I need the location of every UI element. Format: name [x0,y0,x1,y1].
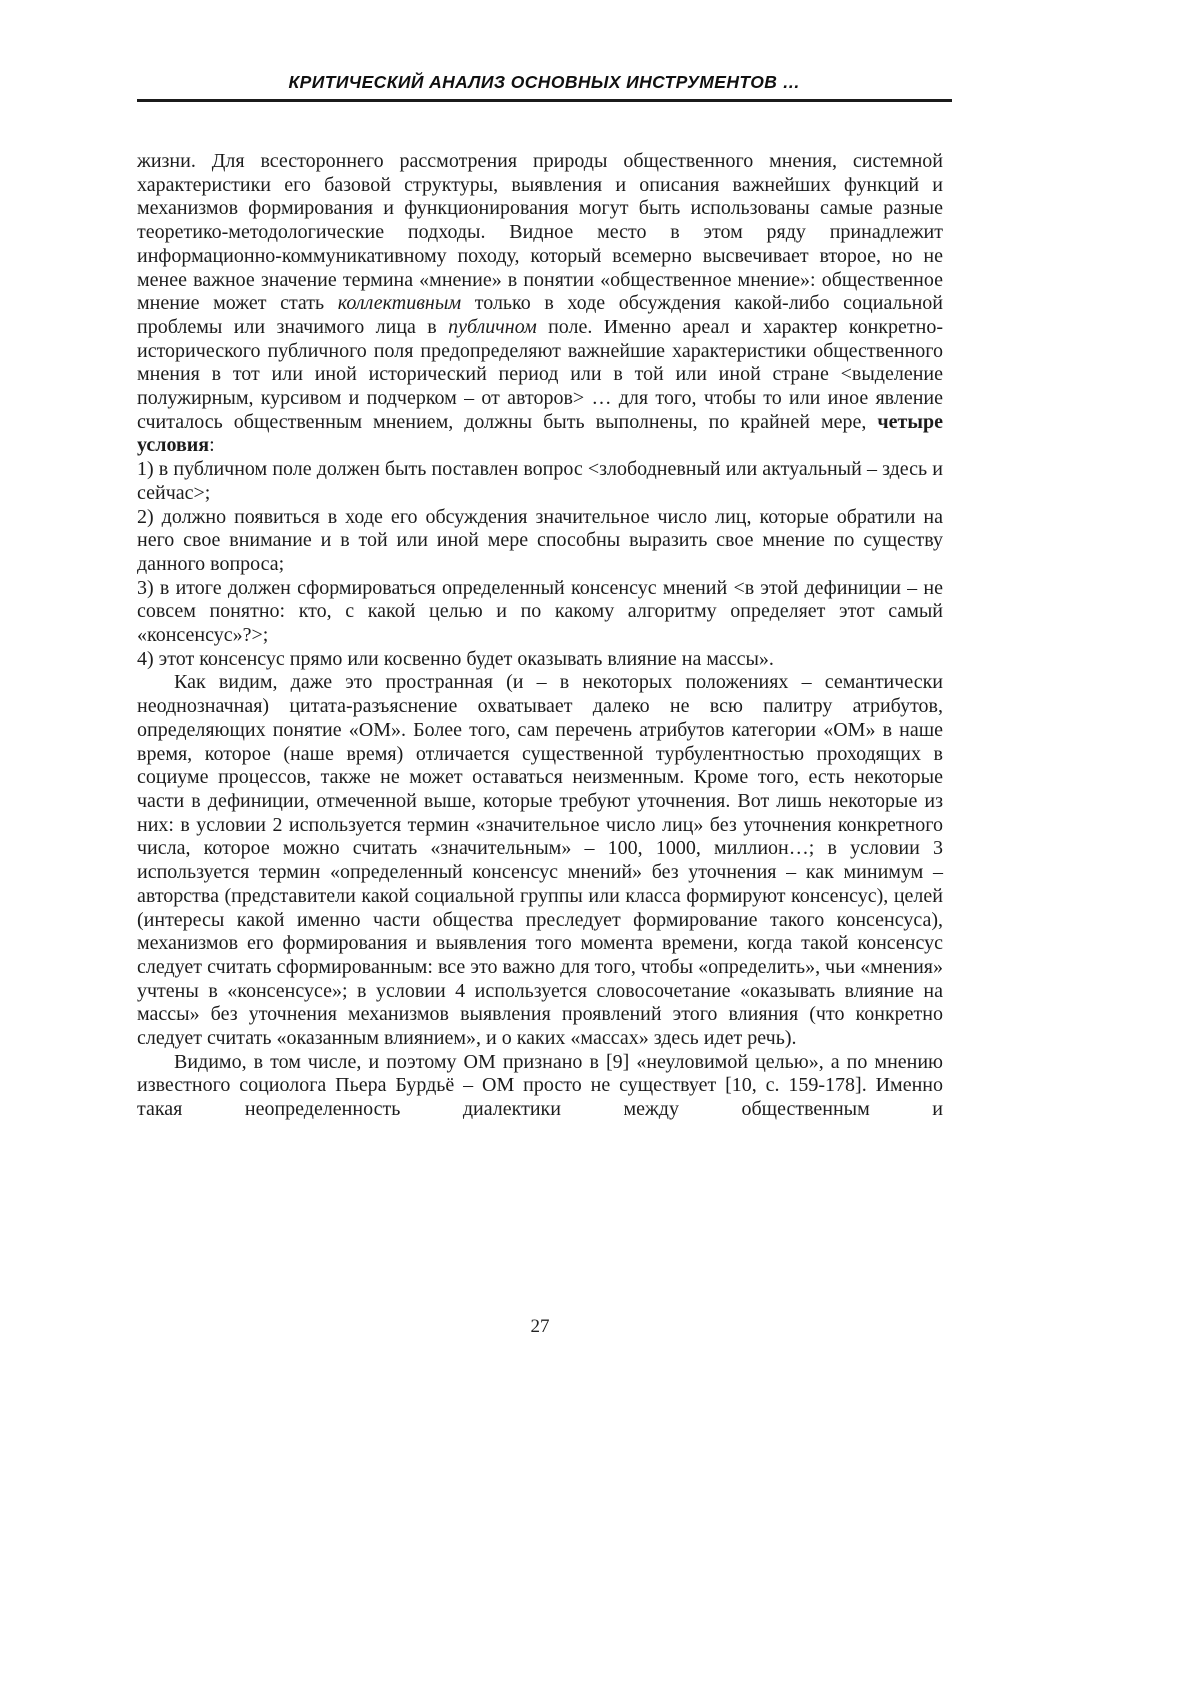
text-run: 2) должно появиться в ходе его обсуждения значительное число лиц, которые обратили на него свое внимание и в той или иной мере способны выразить свое мнение по существу данного вопроса; [137,505,943,575]
paragraph [137,458,943,505]
body-text [137,150,943,1122]
paragraph [137,1051,943,1122]
text-run: Как видим, даже это пространная (и – в некоторых положениях – семантически неоднозначная) цитата-разъяснение охватывает далеко не всю палитру атрибутов, определяющих понятие «ОМ». Более того, сам перечень атрибутов категории «ОМ» в наше время, которое (наше время) отличается существенной турбулентностью проходящих в социуме процессов, также не может оставаться неизменным. Кроме того, есть некоторые части в дефиниции, отмеченной выше, которые требуют уточнения. Вот лишь некоторые из них: в условии 2 используется термин «значительное число лиц» без уточнения конкретного числа, которое можно считать «значительным» – 100, 1000, миллион…; в условии 3 используется термин «определенный консенсус мнений» без уточнения – как минимум – авторства (представители какой социальной группы или класса формируют консенсус), целей (интересы какой именно части общества преследует формирование такого консенсуса), механизмов его формирования и выявления того момента времени, когда такой консенсус следует считать сформированным: все это важно для того, чтобы «определить», чьи «мнения» учтены в «консенсусе»; в условии 4 используется словосочетание «оказывать влияние на массы» без уточнения механизмов выявления проявлений этого влияния (что конкретно следует считать «оказанным влиянием», и о каких «массах» здесь идет речь). [137,671,943,1050]
paragraph [137,577,943,648]
italic-run: коллективным [337,292,462,315]
running-header [137,72,952,102]
italic-run: публичном [448,315,537,338]
paragraph [137,671,943,1050]
header-rule [137,99,952,102]
text-run: Видимо, в том числе, и поэтому ОМ признано в [9] «неуловимой целью», а по мнению известного социолога Пьера Бурдьё – ОМ просто не существует [10, с. 159-178]. Именно такая неопределенность диалектики между общественным и [137,1050,943,1121]
text-run: поле. Именно ареал и характер конкретно-исторического публичного поля предопределяют важнейшие характеристики общественного мнения в тот или иной исторический период или в той или иной стране <выделение полужирным, курсивом и подчерком – от авторов> … для того, чтобы то или иное явление считалось общественным мнением, должны быть выполнены, по крайней мере, [137,315,943,433]
text-run: 4) этот консенсус прямо или косвенно будет оказывать влияние на массы». [137,647,774,670]
text-run: только в ходе обсуждения какой-либо социальной проблемы или значимого лица в [137,292,944,338]
paragraph [137,648,943,672]
running-header-title: КРИТИЧЕСКИЙ АНАЛИЗ ОСНОВНЫХ ИНСТРУМЕНТОВ … [288,72,801,92]
text-run: 3) в итоге должен сформироваться определенный консенсус мнений <в этой дефиниции – не совсем понятно: кто, с какой целью и по какому алгоритму определяет этот самый «консенсус»?>; [137,576,943,647]
bold-run: четыре условия [137,410,943,457]
paragraph [137,506,943,577]
paragraph [137,150,943,458]
text-run: 1) в публичном поле должен быть поставлен вопрос <злободневный или актуальный – здесь и сейчас>; [137,458,943,504]
text-run: жизни. Для всестороннего рассмотрения природы общественного мнения, системной характеристики его базовой структуры, выявления и описания важнейших функций и механизмов формирования и функционирования могут быть использованы самые разные теоретико-методологические подходы. Видное место в этом ряду принадлежит информационно-коммуникативному походу, который всемерно высвечивает второе, но не менее важное значение термина «мнение» в понятии «общественное мнение»: общественное мнение может стать [137,150,943,315]
page-number: 27 [530,1316,550,1337]
text-run: : [209,434,215,457]
